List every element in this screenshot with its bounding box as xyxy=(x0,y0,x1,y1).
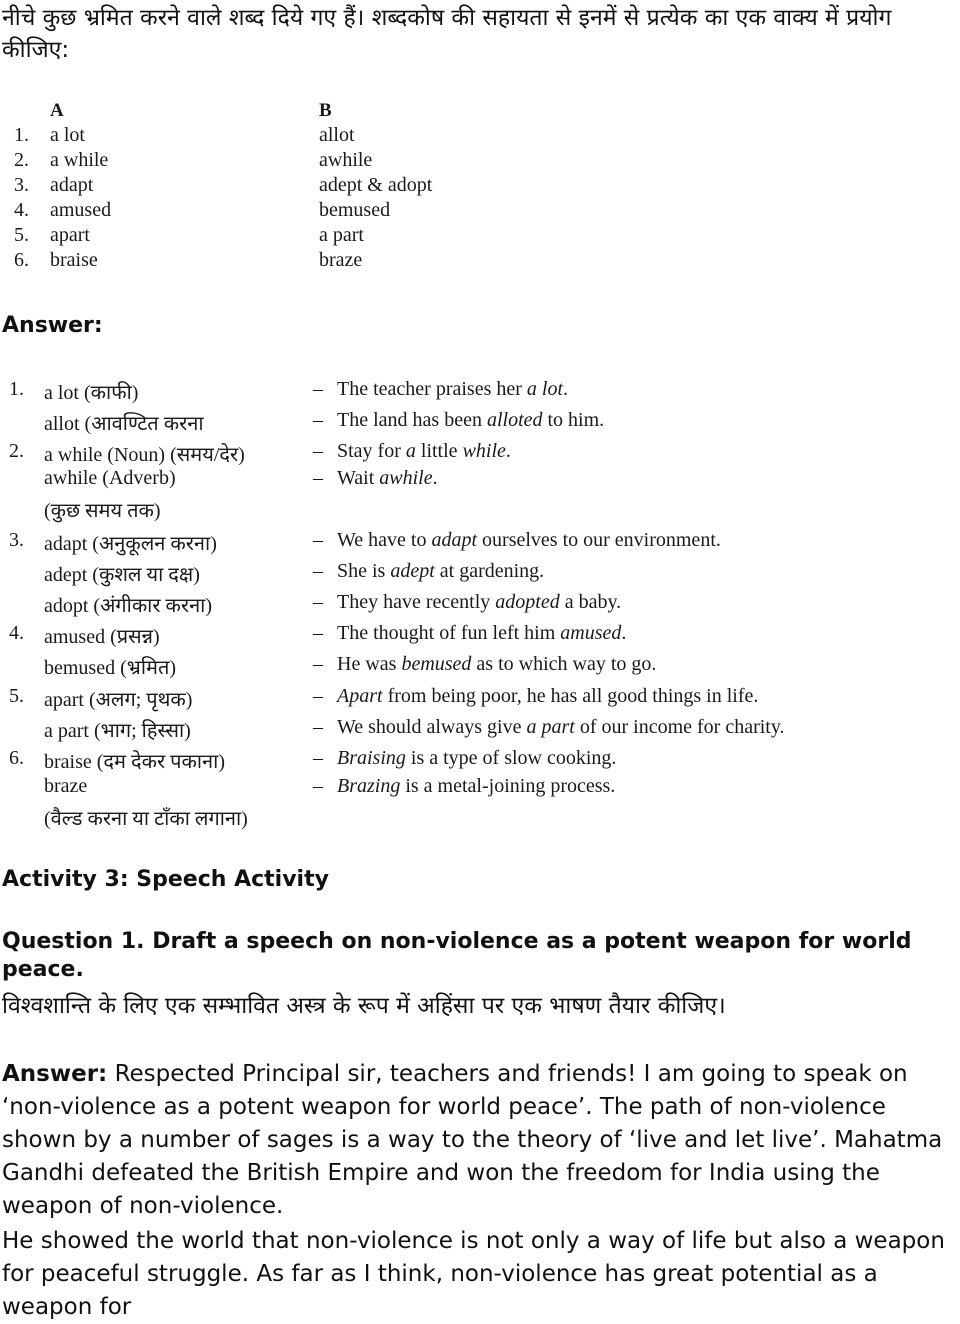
answer-word: adept (कुशल या दक्ष) xyxy=(44,564,200,586)
sentence-text: is a metal-joining process. xyxy=(400,775,616,797)
example-sentence xyxy=(337,622,626,645)
emphasized-word: Brazing xyxy=(337,775,401,797)
list-item xyxy=(0,149,600,174)
answer-row xyxy=(0,591,900,621)
dash-separator: – xyxy=(313,591,323,613)
sentence-text: Stay for xyxy=(337,440,406,462)
dash-separator: – xyxy=(313,716,323,738)
answer-row xyxy=(0,716,900,746)
answer-word: a while (Noun) (समय/देर) xyxy=(44,444,245,466)
emphasized-word: a part xyxy=(526,716,575,738)
list-item-a: a lot xyxy=(50,124,85,146)
sentence-text: The land has been xyxy=(337,409,487,431)
emphasized-word: adapt xyxy=(431,529,478,551)
answer-word: awhile (Adverb) xyxy=(44,467,176,489)
example-sentence xyxy=(337,747,616,770)
answer-word: (कुछ समय तक) xyxy=(44,500,161,522)
dash-separator: – xyxy=(313,560,323,582)
emphasized-word: bemused xyxy=(401,653,472,675)
dash-separator: – xyxy=(313,775,323,797)
sentence-text: to him. xyxy=(542,409,605,431)
answer-word: allot (आवण्टित करना xyxy=(44,413,204,435)
sentence-text: . xyxy=(563,378,569,400)
answer-word: a part (भाग; हिस्सा) xyxy=(44,720,191,742)
answer-row xyxy=(0,747,900,777)
dash-separator: – xyxy=(313,653,323,675)
dash-separator: – xyxy=(313,409,323,431)
list-item-b: bemused xyxy=(319,199,391,221)
answer-word: adopt (अंगीकार करना) xyxy=(44,595,213,617)
list-item-a: adapt xyxy=(50,174,94,196)
answer-number: 5. xyxy=(9,685,24,707)
sentence-text: She is xyxy=(337,560,391,582)
dash-separator: – xyxy=(313,467,323,489)
example-sentence xyxy=(337,591,621,614)
answer-word: (वैल्ड करना या टाँका लगाना) xyxy=(44,808,248,830)
emphasized-word: awhile xyxy=(379,467,433,489)
answer-word: amused (प्रसन्न) xyxy=(44,626,160,648)
dash-separator: – xyxy=(313,440,323,462)
answer-row xyxy=(0,467,900,497)
example-sentence xyxy=(337,409,604,432)
list-item xyxy=(0,224,600,249)
answer-number: 2. xyxy=(9,440,24,462)
list-item-number: 4. xyxy=(14,199,29,221)
answer-word: adapt (अनुकूलन करना) xyxy=(44,533,217,555)
emphasized-word: adopted xyxy=(495,591,560,613)
sentence-text: We have to xyxy=(337,529,432,551)
answer-row xyxy=(0,685,900,715)
answer-text: Respected Principal sir, teachers and friends! I am going to speak on ‘non-violence as a potent weapon for world peace’. The path of non-violence shown by a number of sages is a way to the theory of ‘live and let live’. Mahatma Gandhi defeated the British Empire and won the freedom for India using the weapon of non-violence. xyxy=(2,1061,943,1219)
sentence-text: The thought of fun left him xyxy=(337,622,561,644)
list-item xyxy=(0,124,600,149)
emphasized-word: alloted xyxy=(486,409,543,431)
answer-row xyxy=(0,560,900,590)
sentence-text: Wait xyxy=(337,467,380,489)
emphasized-word: while xyxy=(462,440,506,462)
sentence-text: ourselves to our environment. xyxy=(477,529,721,551)
activity-heading: Activity 3: Speech Activity xyxy=(2,867,329,892)
list-item-number: 1. xyxy=(14,124,29,146)
answer-row xyxy=(0,653,900,683)
intro-text: नीचे कुछ भ्रमित करने वाले शब्द दिये गए हैं। शब्दकोष की सहायता से इनमें से प्रत्येक का एक वाक्य में प्रयोग कीजिए: xyxy=(2,5,892,63)
list-item-number: 3. xyxy=(14,174,29,196)
sentence-text: little xyxy=(415,440,463,462)
list-item-b: allot xyxy=(319,124,355,146)
answer-word: braise (दम देकर पकाना) xyxy=(44,751,225,773)
dash-separator: – xyxy=(313,378,323,400)
dash-separator: – xyxy=(313,529,323,551)
column-b-label: B xyxy=(319,100,332,121)
list-item-b: awhile xyxy=(319,149,373,171)
list-item-a: a while xyxy=(50,149,109,171)
sentence-text: He was xyxy=(337,653,402,675)
example-sentence xyxy=(337,440,511,463)
question-hindi-text: विश्वशान्ति के लिए एक सम्भावित अस्त्र के रूप में अहिंसा पर एक भाषण तैयार कीजिए। xyxy=(2,993,726,1019)
answer-number: 1. xyxy=(9,378,24,400)
dash-separator: – xyxy=(313,622,323,644)
speech-paragraph: He showed the world that non-violence is not only a way of life but also a weapon for peaceful struggle. As far as I think, non-violence has great potential as a weapon for xyxy=(2,1228,945,1320)
sentence-text: . xyxy=(505,440,511,462)
emphasized-word: a lot xyxy=(526,378,564,400)
answer-row xyxy=(0,378,900,408)
example-sentence xyxy=(337,378,568,401)
sentence-text: . xyxy=(621,622,627,644)
dash-separator: – xyxy=(313,685,323,707)
dash-separator: – xyxy=(313,747,323,769)
example-sentence xyxy=(337,560,544,583)
list-item-a: braise xyxy=(50,249,98,271)
answer-word: braze xyxy=(44,775,88,797)
sentence-text: They have recently xyxy=(337,591,496,613)
answer-heading: Answer: xyxy=(2,313,103,338)
answer-row xyxy=(0,440,900,470)
answer-number: 3. xyxy=(9,529,24,551)
list-item-b: a part xyxy=(319,224,364,246)
column-a-label: A xyxy=(50,100,64,121)
list-item-number: 6. xyxy=(14,249,29,271)
answer-word: apart (अलग; पृथक) xyxy=(44,689,193,711)
answer-row xyxy=(0,496,900,526)
answer-label: Answer: xyxy=(2,1061,108,1087)
answer-word: bemused (भ्रमित) xyxy=(44,657,177,679)
example-sentence xyxy=(337,775,615,798)
list-item-b: braze xyxy=(319,249,363,271)
list-item-a: apart xyxy=(50,224,90,246)
sentence-text: of our income for charity. xyxy=(574,716,785,738)
sentence-text: We should always give xyxy=(337,716,527,738)
sentence-text: from being poor, he has all good things in life. xyxy=(382,685,759,707)
list-item-number: 2. xyxy=(14,149,29,171)
emphasized-word: Apart xyxy=(337,685,383,707)
answer-row xyxy=(0,529,900,559)
example-sentence xyxy=(337,529,721,552)
sentence-text: at gardening. xyxy=(434,560,545,582)
example-sentence xyxy=(337,467,438,490)
emphasized-word: adept xyxy=(390,560,435,582)
example-sentence xyxy=(337,653,656,676)
answer-row xyxy=(0,622,900,652)
sentence-text: The teacher praises her xyxy=(337,378,527,400)
list-item-b: adept & adopt xyxy=(319,174,433,196)
answer-row xyxy=(0,804,900,834)
answer-paragraph xyxy=(2,1058,957,1223)
answer-row xyxy=(0,409,900,439)
answer-row xyxy=(0,775,900,805)
list-item-a: amused xyxy=(50,199,112,221)
list-item xyxy=(0,199,600,224)
emphasized-word: Braising xyxy=(337,747,406,769)
list-item xyxy=(0,249,600,274)
example-sentence xyxy=(337,716,785,739)
emphasized-word: amused xyxy=(560,622,622,644)
emphasized-word: a xyxy=(405,440,416,462)
list-item-number: 5. xyxy=(14,224,29,246)
answer-number: 6. xyxy=(9,747,24,769)
list-item xyxy=(0,174,600,199)
answer-word: a lot (काफी) xyxy=(44,382,139,404)
question-heading: Question 1. Draft a speech on non-violence as a potent weapon for world peace. xyxy=(2,929,912,982)
sentence-text: . xyxy=(432,467,438,489)
sentence-text: a baby. xyxy=(559,591,622,613)
sentence-text: as to which way to go. xyxy=(471,653,657,675)
answer-number: 4. xyxy=(9,622,24,644)
sentence-text: is a type of slow cooking. xyxy=(405,747,617,769)
example-sentence xyxy=(337,685,758,708)
